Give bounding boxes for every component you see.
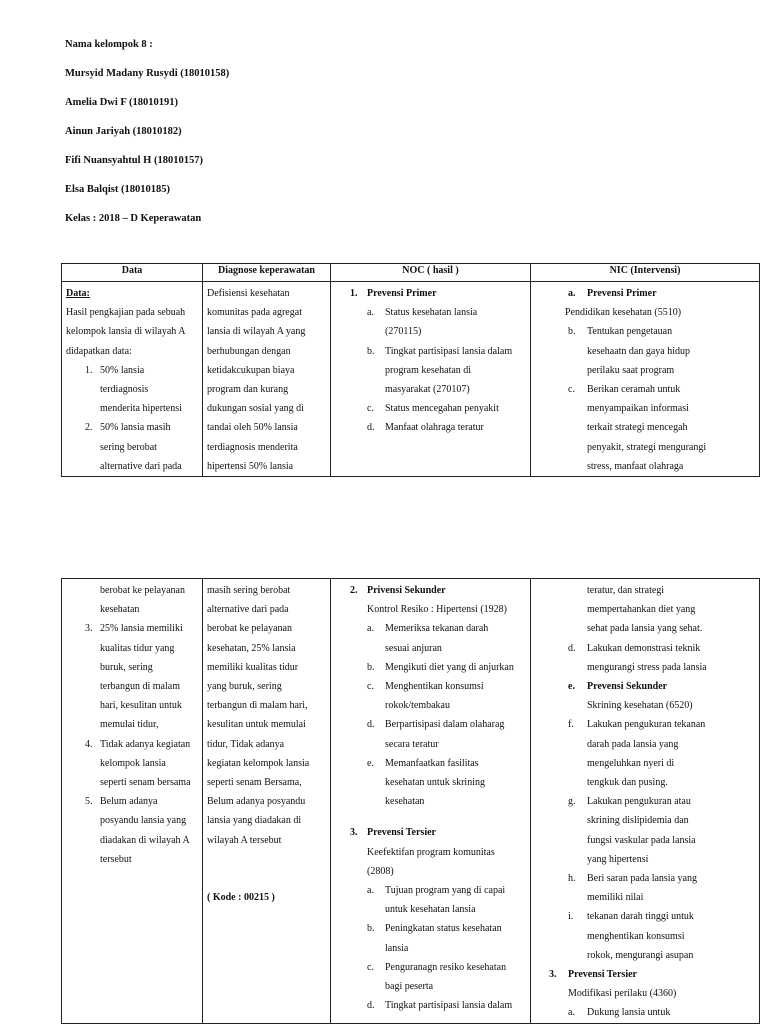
text-line: kesehatan (100, 604, 140, 616)
text-line: Belum adanya (100, 796, 158, 808)
nic-cell (531, 282, 760, 477)
text-line: tengkuk dan pusing. (587, 777, 668, 789)
data-cell (62, 282, 203, 477)
noc-list-item (335, 658, 526, 677)
list-marker: a. (367, 885, 374, 897)
nic-list-item (535, 1003, 755, 1022)
text-line: penyakit, strategi mengurangi (587, 441, 707, 453)
section-number: e. (568, 681, 575, 693)
list-marker: a. (367, 623, 374, 635)
header-noc: NOC ( hasil ) (331, 264, 531, 282)
text-line: menderita hipertensi (100, 403, 182, 415)
text-line: masyarakat (270107) (385, 384, 470, 396)
text-line: memulai tidur, (100, 719, 159, 731)
list-item-text (385, 919, 526, 957)
list-marker: c. (367, 403, 374, 415)
group-title: Nama kelompok 8 : (65, 39, 153, 50)
section-title: Prevensi Sekunder (587, 681, 668, 693)
nic-subtitle: Modifikasi perilaku (4360) (568, 988, 677, 1000)
text-line: Hasil pengkajian pada sebuah (66, 307, 186, 319)
noc-list-item (335, 399, 526, 418)
noc-cell (331, 282, 531, 477)
header-nic: NIC (Intervensi) (531, 264, 760, 282)
text-line: Dukung lansia untuk (587, 1007, 671, 1019)
text-line: kegiatan kelompok lansia (207, 757, 310, 769)
nic-list-item (535, 639, 755, 677)
text-line: alternative dari pada (100, 460, 182, 472)
section-number: 1. (350, 288, 358, 299)
section-title: Prevensi Primer (587, 288, 657, 299)
text-line: diadakan di wilayah A (100, 834, 190, 846)
list-item-text (385, 418, 526, 437)
text-line: yang hipertensi (587, 853, 649, 865)
text-line: sering berobat (100, 441, 157, 453)
noc-heading (335, 823, 526, 842)
list-marker: 2. (85, 422, 93, 434)
text-line: memiliki kualitas tidur (207, 661, 299, 673)
list-marker: c. (367, 681, 374, 693)
text-line: Memeriksa tekanan darah (385, 623, 489, 635)
list-item-text (385, 342, 526, 400)
text-line: Status kesehatan lansia (385, 307, 478, 319)
text-line: kesehatan untuk skrining (385, 777, 485, 789)
text-line: terkait strategi mencegah (587, 422, 688, 434)
text-line: seperti senam bersama (100, 777, 191, 789)
noc-subtitle: Keefektifan program komunitas (367, 846, 495, 858)
text-line: Status mencegahan penyakit (385, 403, 499, 415)
text-line: kelompok lansia di wilayah A (66, 326, 186, 338)
text-line: program dan kurang (207, 384, 289, 396)
section-title: Prevensi Tersier (367, 827, 436, 839)
section-title: Prevensi Primer (367, 288, 437, 299)
text-line: yang buruk, sering (207, 681, 282, 693)
text-line: tersebut (100, 853, 132, 865)
data-list-item (66, 361, 198, 419)
section-number: 3. (350, 827, 358, 839)
noc-list-item (335, 303, 526, 341)
list-marker: a. (568, 1007, 575, 1019)
list-marker: d. (367, 422, 375, 434)
noc-heading (335, 284, 526, 303)
text-line: lansia yang diadakan di (207, 815, 302, 827)
list-item-text (385, 303, 526, 341)
list-item-text (587, 792, 755, 869)
list-marker: a. (367, 307, 374, 319)
list-marker: g. (568, 796, 576, 808)
noc-heading (335, 581, 526, 600)
text-line: mengurangi stress pada lansia (587, 661, 707, 673)
list-marker: i. (568, 911, 574, 923)
list-marker: d. (367, 719, 375, 731)
nic-heading (535, 284, 755, 303)
text-line: Mengikuti diet yang di anjurkan (385, 661, 514, 673)
member-name: Ainun Jariyah (18010182) (65, 126, 182, 137)
member-name: Mursyid Madany Rusydi (18010158) (65, 68, 230, 79)
list-marker: 3. (85, 623, 93, 635)
text-line: tekanan darah tinggi untuk (587, 911, 694, 923)
diagnosis-code: ( Kode : 00215 ) (207, 891, 275, 903)
list-item-text (587, 715, 755, 792)
data-list-item (66, 735, 198, 793)
text-line: berobat ke pelayanan (207, 623, 292, 635)
list-marker: f. (568, 719, 574, 731)
data-list-item (66, 792, 198, 869)
text-line: teratur, dan strategi (587, 585, 665, 596)
nic-heading (535, 965, 755, 984)
text-line: Menghentikan konsumsi (385, 681, 484, 693)
care-plan-table-page-2 (61, 578, 760, 1024)
text-line: darah pada lansia yang (587, 738, 679, 750)
noc-list-item (335, 342, 526, 400)
list-item-text (100, 735, 198, 793)
list-item-text (587, 380, 755, 476)
member-name: Fifi Nuansyahtul H (18010157) (65, 155, 203, 166)
nic-list-item (535, 907, 755, 965)
text-line: terbangun di malam (100, 681, 180, 693)
text-line: rokok/tembakau (385, 700, 450, 712)
member-name: Elsa Balqist (18010185) (65, 184, 171, 195)
text-line: menyampaikan informasi (587, 403, 689, 415)
text-line: mempertahankan diet yang (587, 604, 696, 616)
text-line: kesehatan, 25% lansia (207, 642, 296, 654)
list-item-text (587, 322, 755, 380)
text-line: terdiagnosis (100, 384, 149, 396)
text-line: 25% lansia memiliki (100, 623, 183, 635)
text-line: Tentukan pengetauan (587, 326, 673, 338)
list-marker: c. (367, 961, 374, 973)
list-item-text (385, 619, 526, 657)
text-line: rokok, mengurangi asupan (587, 949, 694, 961)
list-item-text (385, 715, 526, 753)
list-item-text (385, 958, 526, 996)
text-line: tandai oleh 50% lansia (207, 422, 298, 434)
member-name: Amelia Dwi F (18010191) (65, 97, 179, 108)
text-line: Memanfaatkan fasilitas (385, 757, 479, 769)
list-item-text (100, 792, 198, 869)
section-number: 2. (350, 585, 358, 596)
list-item-text (385, 399, 526, 418)
text-line: menghentikan konsumsi (587, 930, 685, 942)
diagnose-cell (203, 579, 331, 1024)
list-item-text (587, 639, 755, 677)
text-line: program kesehatan di (385, 364, 472, 376)
noc-list-item (335, 418, 526, 437)
text-line: Tidak adanya kegiatan (100, 738, 191, 750)
list-marker: d. (367, 1000, 375, 1012)
text-line: terbangun di malam hari, (207, 700, 308, 712)
nic-list-item (535, 322, 755, 380)
text-line: didapatkan data: (66, 345, 132, 357)
noc-subtitle: Kontrol Resiko : Hipertensi (1928) (367, 604, 507, 616)
text-line: kualitas tidur yang (100, 642, 175, 654)
text-line: untuk kesehatan lansia (385, 904, 476, 916)
text-line: Lakukan pengukuran atau (587, 796, 691, 808)
text-line: berobat ke pelayanan (100, 585, 185, 596)
text-line: hari, kesulitan untuk (100, 700, 182, 712)
list-marker: 1. (85, 364, 93, 376)
text-line: sesuai anjuran (385, 642, 442, 654)
data-list-item (66, 619, 198, 734)
text-line: bagi peserta (385, 981, 434, 993)
nic-cell (531, 579, 760, 1024)
text-line: Berikan ceramah untuk (587, 384, 681, 396)
list-marker: c. (568, 384, 575, 396)
text-line: Tujuan program yang di capai (385, 885, 506, 897)
text-line: perilaku saat program (587, 364, 675, 376)
noc-subtitle: (2808) (367, 865, 394, 877)
diagnose-cell (203, 282, 331, 477)
text-line: Beri saran pada lansia yang (587, 873, 697, 885)
noc-list-item (335, 754, 526, 812)
text-line: Manfaat olahraga teratur (385, 422, 484, 434)
list-item-text (385, 996, 526, 1015)
text-line: Penguranagn resiko kesehatan (385, 961, 507, 973)
text-line: Tingkat partisipasi lansia dalam (385, 1000, 513, 1012)
noc-list-item (335, 715, 526, 753)
text-line: Defisiensi kesehatan (207, 288, 290, 299)
text-line: Lakukan demonstrasi teknik (587, 642, 701, 654)
list-item-text (100, 418, 198, 476)
text-line: kesulitan untuk memulai (207, 719, 306, 731)
nic-list-item (535, 792, 755, 869)
text-line: 50% lansia masih (100, 422, 171, 434)
text-line: lansia (385, 942, 409, 954)
text-line: berhubungan dengan (207, 345, 291, 357)
list-marker: h. (568, 873, 576, 885)
noc-list-item (335, 677, 526, 715)
list-item-text (100, 361, 198, 419)
text-line: lansia di wilayah A yang (207, 326, 306, 338)
text-line: wilayah A tersebut (207, 834, 282, 846)
list-marker: 4. (85, 738, 93, 750)
nic-heading (535, 677, 755, 696)
text-line: ketidakcukupan biaya (207, 364, 295, 376)
list-item-text (385, 754, 526, 812)
text-line: Tingkat partisipasi lansia dalam (385, 345, 513, 357)
header-data: Data (62, 264, 203, 282)
list-marker: e. (367, 757, 374, 769)
noc-list-item (335, 919, 526, 957)
text-line: 50% lansia (100, 364, 145, 376)
noc-list-item (335, 996, 526, 1015)
text-line: kelompok lansia (100, 757, 166, 769)
text-line: mengeluhkan nyeri di (587, 757, 675, 769)
nic-list-item (535, 715, 755, 792)
text-line: Berpartisipasi dalam olaharag (385, 719, 505, 731)
data-title: Data: (66, 288, 90, 299)
text-line: seperti senam Bersama, (207, 777, 302, 789)
text-line: Peningkatan status kesehatan (385, 923, 502, 935)
header-diagnose: Diagnose keperawatan (203, 264, 331, 282)
text-line: secara teratur (385, 738, 439, 750)
noc-list-item (335, 958, 526, 996)
group-header (65, 38, 229, 241)
text-line: kesehaatn dan gaya hidup (587, 345, 691, 357)
nic-list-item (535, 380, 755, 476)
text-line: terdiagnosis menderita (207, 441, 298, 453)
list-marker: b. (367, 345, 375, 357)
nic-subtitle: Skrining kesehatan (6520) (587, 700, 693, 712)
text-line: alternative dari pada (207, 604, 289, 616)
care-plan-table-page-1 (61, 263, 760, 477)
list-marker: b. (367, 923, 375, 935)
text-line: (270115) (385, 326, 422, 338)
list-marker: b. (568, 326, 576, 338)
list-item-text (385, 677, 526, 715)
list-marker: d. (568, 642, 576, 654)
text-line: Belum adanya posyandu (207, 796, 306, 808)
nic-list-item (535, 869, 755, 907)
noc-list-item (335, 881, 526, 919)
noc-list-item (335, 619, 526, 657)
text-line: hipertensi 50% lansia (207, 460, 294, 472)
section-number: a. (568, 288, 576, 299)
text-line: masih sering berobat (207, 585, 291, 596)
nic-subtitle: Pendidikan kesehatan (5510) (565, 307, 682, 319)
data-list-item (66, 418, 198, 476)
section-title: Prevensi Tersier (568, 969, 637, 981)
text-line: fungsi vaskular pada lansia (587, 834, 696, 846)
text-line: buruk, sering (100, 661, 153, 673)
list-item-text (385, 658, 526, 677)
text-line: posyandu lansia yang (100, 815, 187, 827)
section-title: Privensi Sekunder (367, 585, 446, 596)
data-cell (62, 579, 203, 1024)
text-line: sehat pada lansia yang sehat. (587, 623, 703, 635)
list-marker: b. (367, 661, 375, 673)
text-line: Lakukan pengukuran tekanan (587, 719, 706, 731)
list-item-text (587, 1003, 755, 1022)
text-line: dukungan sosial yang di (207, 403, 304, 415)
class-info: Kelas : 2018 – D Keperawatan (65, 213, 202, 224)
list-item-text (385, 881, 526, 919)
list-marker: 5. (85, 796, 93, 808)
noc-cell (331, 579, 531, 1024)
text-line: stress, manfaat olahraga (587, 460, 684, 472)
section-number: 3. (549, 969, 557, 981)
list-item-text (587, 869, 755, 907)
list-item-text (100, 619, 198, 734)
text-line: kesehatan (385, 796, 425, 808)
text-line: komunitas pada agregat (207, 307, 302, 319)
text-line: memiliki nilai (587, 892, 644, 904)
text-line: tidur, Tidak adanya (207, 738, 285, 750)
list-item-text (587, 907, 755, 965)
text-line: skrining dislipidemia dan (587, 815, 689, 827)
